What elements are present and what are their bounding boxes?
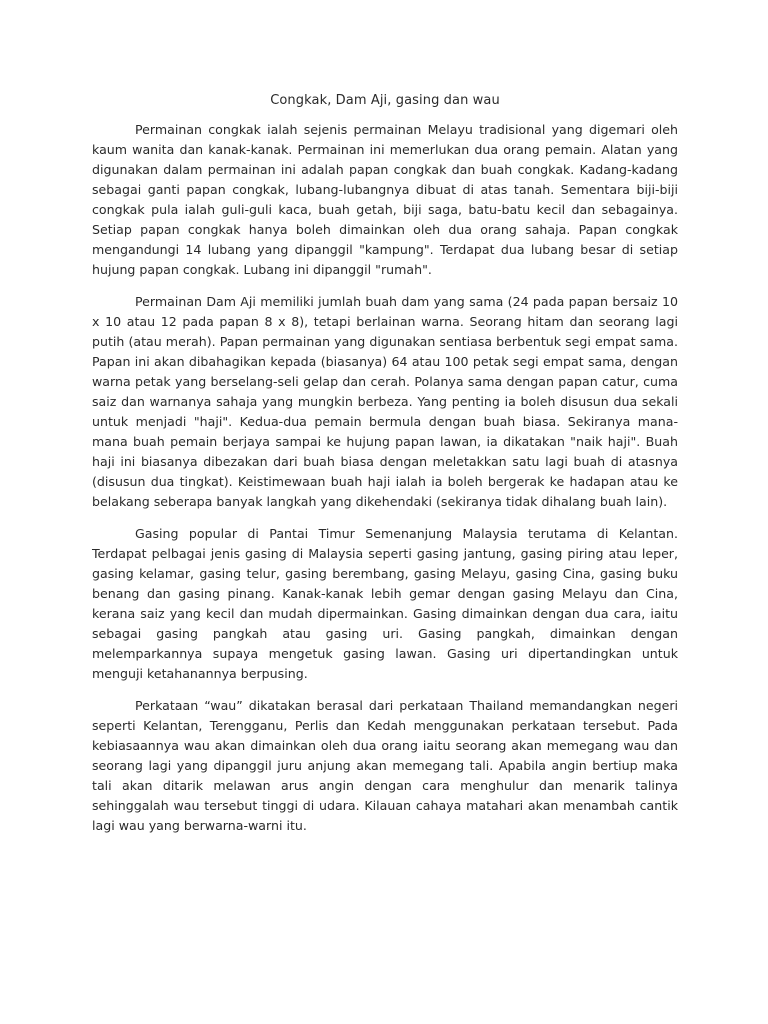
paragraph-dam-aji: Permainan Dam Aji memiliki jumlah buah dam yang sama (24 pada papan bersaiz 10 x 10 atau 12 pada papan 8 x 8), tetapi berlainan warna. Seorang hitam dan seorang lagi putih (atau merah). Papan permainan yang digunakan sentiasa berbentuk segi empat sama. Papan ini akan dibahagikan kepada (biasanya) 64 atau 100 petak segi empat sama, dengan warna petak yang berselang-seli gelap dan cerah. Polanya sama dengan papan catur, cuma saiz dan warnanya sahaja yang mungkin berbeza. Yang penting ia boleh disusun dua sekali untuk menjadi "haji". Kedua-dua pemain bermula dengan buah biasa. Sekiranya mana-mana buah pemain berjaya sampai ke hujung papan lawan, ia dikatakan "naik haji". Buah haji ini biasanya dibezakan dari buah biasa dengan meletakkan satu lagi buah di atasnya (disusun dua tingkat). Keistimewaan buah haji ialah ia boleh bergerak ke hadapan atau ke belakang seberapa banyak langkah yang dikehendaki (sekiranya tidak dihalang buah lain).	[92, 294, 678, 509]
document-title: Congkak, Dam Aji, gasing dan wau	[270, 93, 500, 108]
document-page	[92, 92, 678, 848]
paragraph-congkak: Permainan congkak ialah sejenis permainan Melayu tradisional yang digemari oleh kaum wanita dan kanak-kanak. Permainan ini memerlukan dua orang pemain. Alatan yang digunakan dalam permainan ini adalah papan congkak dan buah congkak. Kadang-kadang sebagai ganti papan congkak, lubang-lubangnya dibuat di atas tanah. Sementara biji-biji congkak pula ialah guli-guli kaca, buah getah, biji saga, batu-batu kecil dan sebagainya. Setiap papan congkak hanya boleh dimainkan oleh dua orang sahaja. Papan congkak mengandungi 14 lubang yang dipanggil "kampung". Terdapat dua lubang besar di setiap hujung papan congkak. Lubang ini dipanggil "rumah".	[92, 122, 678, 277]
paragraph-gasing: Gasing popular di Pantai Timur Semenanjung Malaysia terutama di Kelantan. Terdapat pelbagai jenis gasing di Malaysia seperti gasing jantung, gasing piring atau leper, gasing kelamar, gasing telur, gasing berembang, gasing Melayu, gasing Cina, gasing buku benang dan gasing pinang. Kanak-kanak lebih gemar dengan gasing Melayu dan Cina, kerana saiz yang kecil dan mudah dipermainkan. Gasing dimainkan dengan dua cara, iaitu sebagai gasing pangkah atau gasing uri. Gasing pangkah, dimainkan dengan melemparkannya supaya mengetuk gasing lawan. Gasing uri dipertandingkan untuk menguji ketahanannya berpusing.	[92, 526, 678, 681]
paragraph-wau: Perkataan “wau” dikatakan berasal dari perkataan Thailand memandangkan negeri seperti Kelantan, Terengganu, Perlis dan Kedah menggunakan perkataan tersebut. Pada kebiasaannya wau akan dimainkan oleh dua orang iaitu seorang akan memegang wau dan seorang lagi yang dipanggil juru anjung akan memegang tali. Apabila angin bertiup maka tali akan ditarik melawan arus angin dengan cara menghulur dan menarik talinya sehinggalah wau tersebut tinggi di udara. Kilauan cahaya matahari akan menambah cantik lagi wau yang berwarna-warni itu.	[92, 698, 678, 833]
